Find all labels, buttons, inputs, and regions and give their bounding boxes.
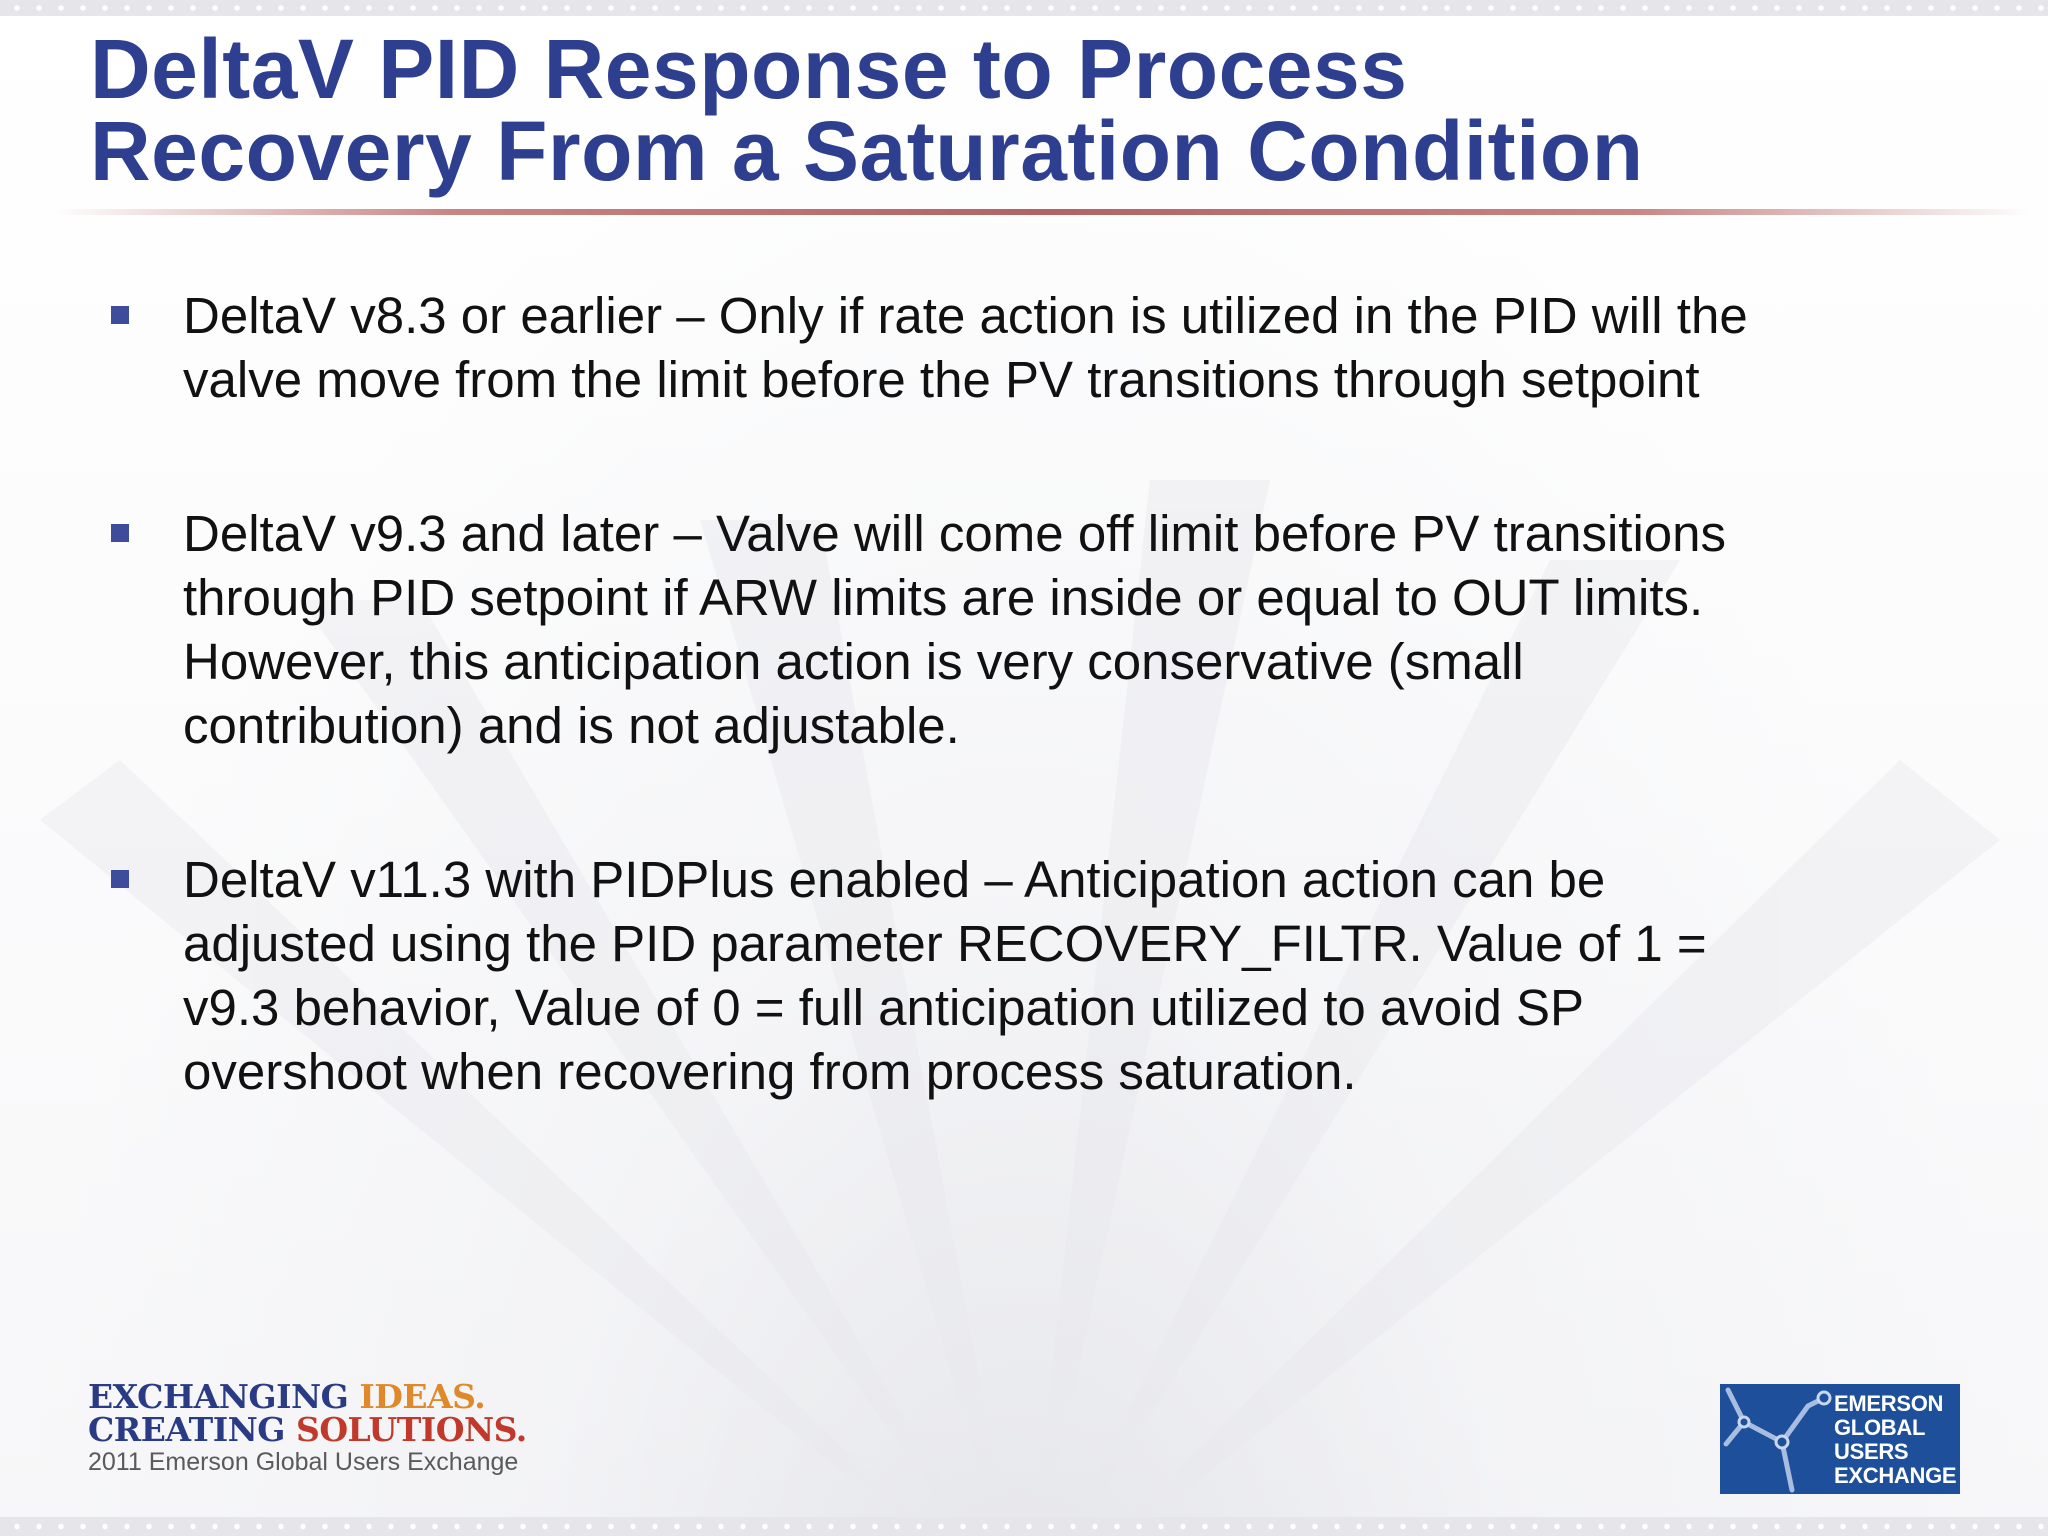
- badge-line-2: GLOBAL: [1834, 1415, 1926, 1440]
- slide-title-line-2: Recovery From a Saturation Condition: [90, 104, 1644, 198]
- title-divider: [55, 209, 2030, 215]
- logo-line-2: [88, 1410, 608, 1449]
- bullet-2-line-3: However, this anticipation action is very conservative (small: [183, 633, 1524, 690]
- logo-subtitle: 2011 Emerson Global Users Exchange: [88, 1448, 519, 1476]
- bullet-square-icon: [111, 306, 129, 324]
- logo-word-ideas: IDEAS.: [359, 1377, 486, 1416]
- bullet-3-line-3: v9.3 behavior, Value of 0 = full anticipation utilized to avoid SP: [183, 979, 1585, 1036]
- bullet-1-line-1: DeltaV v8.3 or earlier – Only if rate action is utilized in the PID will the: [183, 287, 1748, 344]
- slide-title: [90, 22, 1990, 198]
- bullet-square-icon: [111, 870, 129, 888]
- emerson-global-users-exchange-logo: [1720, 1384, 1960, 1494]
- bullet-1-line-2: valve move from the limit before the PV transitions through setpoint: [183, 351, 1700, 408]
- bullet-2-line-2: through PID setpoint if ARW limits are inside or equal to OUT limits.: [183, 569, 1704, 626]
- logo-line-1: [88, 1377, 608, 1416]
- bullet-2-line-1: DeltaV v9.3 and later – Valve will come off limit before PV transitions: [183, 505, 1726, 562]
- bullet-3-line-1: DeltaV v11.3 with PIDPlus enabled – Anticipation action can be: [183, 851, 1606, 908]
- bullet-item-2: [183, 502, 1983, 758]
- slide-title-line-1: DeltaV PID Response to Process: [90, 22, 1408, 116]
- logo-word-creating: CREATING: [88, 1410, 296, 1449]
- exchanging-ideas-logo: [88, 1377, 608, 1480]
- badge-line-3: USERS: [1834, 1439, 1909, 1464]
- bullet-square-icon: [111, 524, 129, 542]
- bullet-item-1: [183, 284, 1983, 412]
- logo-word-exchanging: EXCHANGING: [88, 1377, 360, 1416]
- logo-word-solutions: SOLUTIONS.: [295, 1410, 527, 1449]
- bullet-item-3: [183, 848, 1983, 1104]
- badge-text: [1834, 1392, 1958, 1488]
- badge-line-1: EMERSON: [1834, 1391, 1944, 1416]
- badge-line-4: EXCHANGE: [1834, 1463, 1957, 1488]
- bullet-3-line-2: adjusted using the PID parameter RECOVERY_FILTR. Value of 1 =: [183, 915, 1707, 972]
- bullet-3-line-4: overshoot when recovering from process saturation.: [183, 1043, 1357, 1100]
- bottom-dotted-border: [0, 1517, 2048, 1536]
- bullet-2-line-4: contribution) and is not adjustable.: [183, 697, 960, 754]
